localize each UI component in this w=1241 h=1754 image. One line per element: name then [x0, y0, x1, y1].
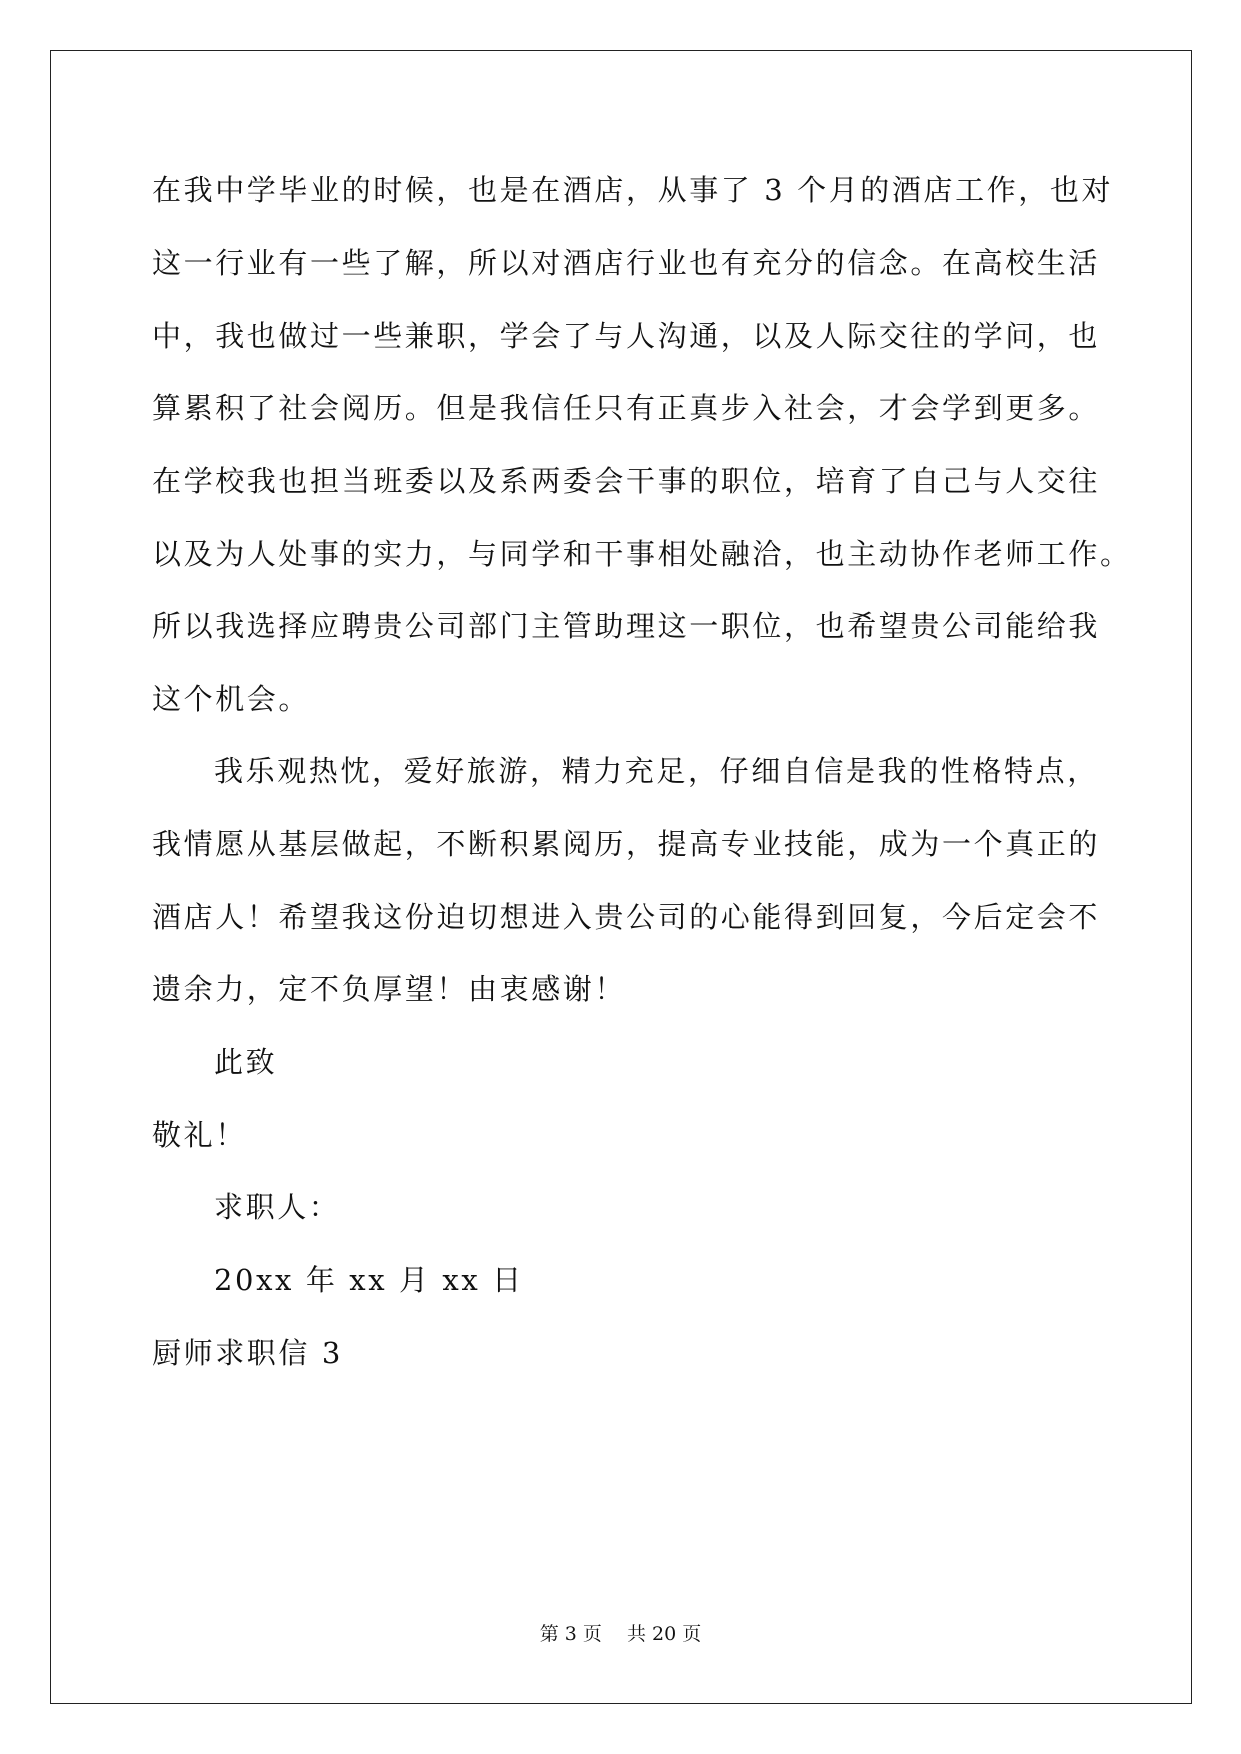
closing-regards: 敬礼！	[152, 1118, 247, 1152]
signature-label: 求职人：	[214, 1190, 341, 1224]
body-line-12: 遗余力，定不负厚望！由衷感谢！	[152, 972, 627, 1006]
body-line-6: 以及为人处事的实力，与同学和干事相处融洽，也主动协作老师工作。	[152, 537, 1132, 571]
page-border	[50, 50, 1192, 1704]
body-line-2: 这一行业有一些了解，所以对酒店行业也有充分的信念。在高校生活	[152, 246, 1101, 280]
closing-salutation: 此致	[214, 1045, 278, 1079]
body-line-7: 所以我选择应聘贵公司部门主管助理这一职位，也希望贵公司能给我	[152, 609, 1101, 643]
body-line-4: 算累积了社会阅历。但是我信任只有正真步入社会，才会学到更多。	[152, 391, 1101, 425]
signature-date: 20xx 年 xx 月 xx 日	[214, 1263, 524, 1297]
body-line-5: 在学校我也担当班委以及系两委会干事的职位，培育了自己与人交往	[152, 464, 1101, 498]
section-heading: 厨师求职信 3	[152, 1336, 343, 1370]
body-line-10: 我情愿从基层做起，不断积累阅历，提高专业技能，成为一个真正的	[152, 827, 1101, 861]
body-line-11: 酒店人！希望我这份迫切想进入贵公司的心能得到回复，今后定会不	[152, 900, 1101, 934]
page-number-footer: 第 3 页 共 20 页	[539, 1623, 702, 1645]
body-line-9: 我乐观热忱，爱好旅游，精力充足，仔细自信是我的性格特点，	[214, 754, 1099, 788]
body-line-1: 在我中学毕业的时候，也是在酒店，从事了 3 个月的酒店工作，也对	[152, 173, 1114, 207]
body-line-8: 这个机会。	[152, 682, 311, 716]
body-line-3: 中，我也做过一些兼职，学会了与人沟通，以及人际交往的学问，也	[152, 319, 1101, 353]
